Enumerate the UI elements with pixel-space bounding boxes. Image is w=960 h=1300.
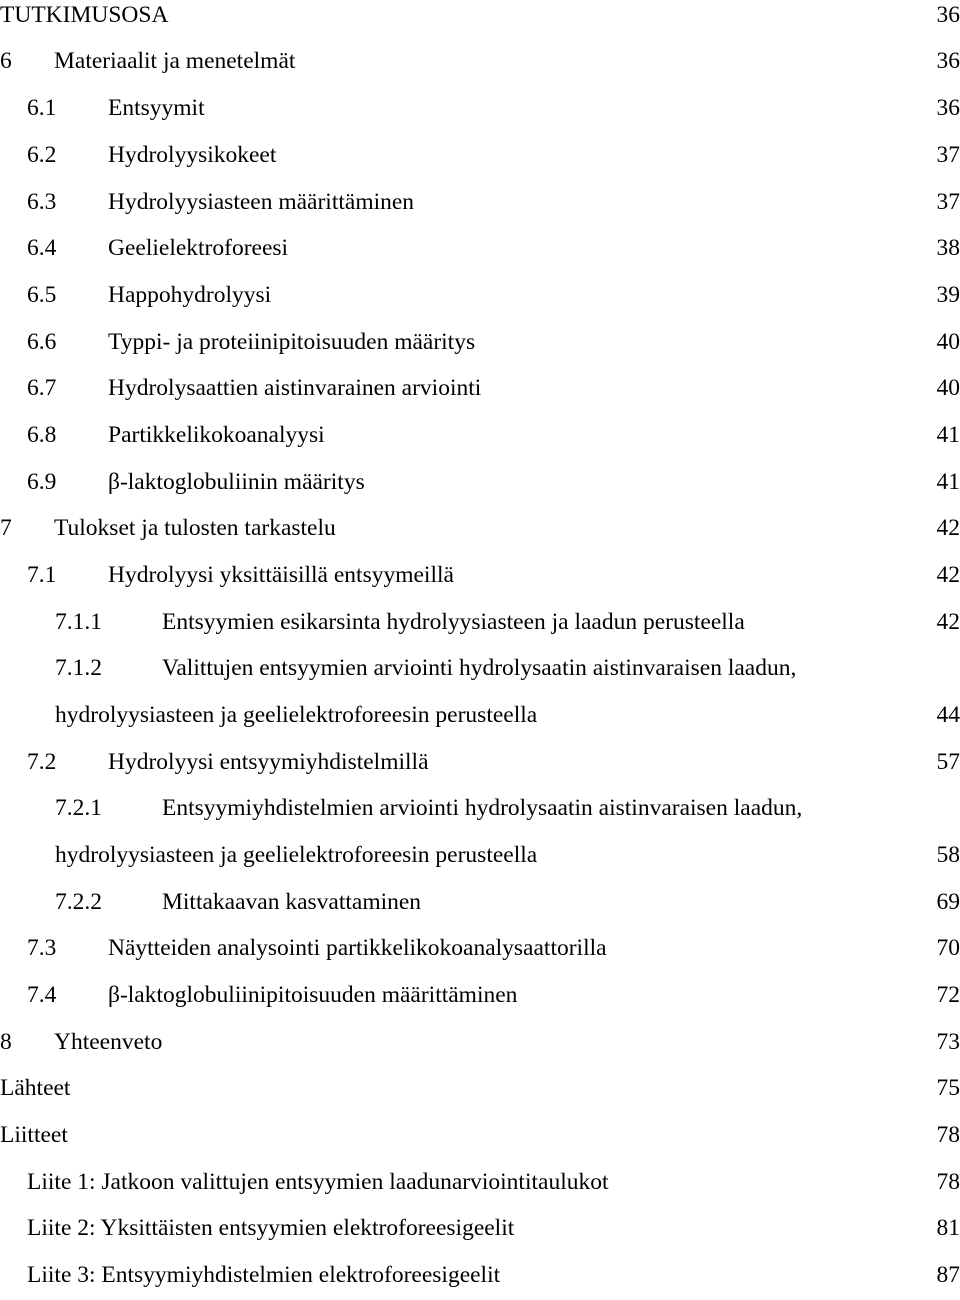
toc-entry-title: Entsyymit xyxy=(108,93,207,123)
toc-entry-title: TUTKIMUSOSA xyxy=(0,0,170,30)
toc-entry-page: 78 xyxy=(935,1167,960,1197)
toc-entry-page: 42 xyxy=(935,560,960,590)
toc-entry-title: Mittakaavan kasvattaminen xyxy=(162,887,423,917)
toc-entry-8[interactable] xyxy=(0,1027,960,1067)
toc-entry-7-1-2-continued[interactable] xyxy=(0,700,960,740)
toc-entry-page: 36 xyxy=(935,93,960,123)
toc-entry-page: 39 xyxy=(935,280,960,310)
toc-entry-7-2[interactable] xyxy=(0,747,960,787)
toc-entry-6-2[interactable] xyxy=(0,140,960,180)
toc-entry-page: 87 xyxy=(935,1260,960,1290)
toc-entry-title: Valittujen entsyymien arviointi hydrolysaatin aistinvaraisen laadun, xyxy=(162,653,796,683)
toc-entry-number: 7 xyxy=(0,513,12,543)
toc-entry-title: Hydrolysaattien aistinvarainen arviointi xyxy=(108,373,483,403)
toc-entry-number: 7.2 xyxy=(27,747,56,777)
toc-entry-page: 75 xyxy=(935,1073,960,1103)
toc-entry-title: Hydrolyysikokeet xyxy=(108,140,278,170)
toc-entry-title: Happohydrolyysi xyxy=(108,280,273,310)
toc-entry-number: 6.5 xyxy=(27,280,56,310)
toc-entry-title: β-laktoglobuliinin määritys xyxy=(108,467,367,497)
toc-entry-title: Entsyymien esikarsinta hydrolyysiasteen ja laadun perusteella xyxy=(162,607,747,637)
toc-entry-6[interactable] xyxy=(0,46,960,86)
toc-entry-page: 37 xyxy=(935,187,960,217)
toc-entry-title: Entsyymiyhdistelmien arviointi hydrolysaatin aistinvaraisen laadun, xyxy=(162,793,802,823)
toc-entry-6-6[interactable] xyxy=(0,327,960,367)
toc-entry-title: Materiaalit ja menetelmät xyxy=(54,46,297,76)
toc-entry-page: 73 xyxy=(935,1027,960,1057)
toc-entry-number: 6.6 xyxy=(27,327,56,357)
toc-entry-title: Typpi- ja proteiinipitoisuuden määritys xyxy=(108,327,477,357)
toc-entry-6-5[interactable] xyxy=(0,280,960,320)
toc-entry-title: Hydrolyysiasteen määrittäminen xyxy=(108,187,416,217)
toc-entry-title: hydrolyysiasteen ja geelielektroforeesin perusteella xyxy=(55,840,539,870)
toc-entry-page: 40 xyxy=(935,327,960,357)
toc-entry-number: 7.2.1 xyxy=(55,793,102,823)
toc-entry-number: 7.3 xyxy=(27,933,56,963)
toc-entry-title: hydrolyysiasteen ja geelielektroforeesin perusteella xyxy=(55,700,539,730)
toc-entry-page: 57 xyxy=(935,747,960,777)
toc-entry-number: 6.2 xyxy=(27,140,56,170)
toc-entry-7-1[interactable] xyxy=(0,560,960,600)
toc-entry-6-8[interactable] xyxy=(0,420,960,460)
toc-entry-7-2-2[interactable] xyxy=(0,887,960,927)
toc-entry-page: 38 xyxy=(935,233,960,263)
toc-entry-page: 41 xyxy=(935,467,960,497)
toc-entry-title: Liite 2: Yksittäisten entsyymien elektroforeesigeelit xyxy=(27,1213,516,1243)
toc-entry-number: 6.3 xyxy=(27,187,56,217)
toc-entry-liite-1[interactable] xyxy=(0,1167,960,1207)
toc-entry-title: Geelielektroforeesi xyxy=(108,233,290,263)
toc-entry-title: Partikkelikokoanalyysi xyxy=(108,420,327,450)
toc-entry-7-1-2[interactable] xyxy=(0,653,960,693)
toc-entry-title: Liite 1: Jatkoon valittujen entsyymien laadunarviointitaulukot xyxy=(27,1167,611,1197)
toc-entry-title: Näytteiden analysointi partikkelikokoanalysaattorilla xyxy=(108,933,609,963)
toc-entry-6-1[interactable] xyxy=(0,93,960,133)
toc-entry-page: 42 xyxy=(935,513,960,543)
toc-entry-page: 78 xyxy=(935,1120,960,1150)
toc-entry-liite-3[interactable] xyxy=(0,1260,960,1300)
toc-entry-7-3[interactable] xyxy=(0,933,960,973)
toc-entry-number: 6 xyxy=(0,46,12,76)
toc-entry-number: 6.9 xyxy=(27,467,56,497)
toc-entry-7-1-1[interactable] xyxy=(0,607,960,647)
toc-entry-7-2-1-continued[interactable] xyxy=(0,840,960,880)
toc-entry-title: Liitteet xyxy=(0,1120,70,1150)
toc-entry-page: 72 xyxy=(935,980,960,1010)
toc-entry-number: 7.1 xyxy=(27,560,56,590)
toc-entry-page: 41 xyxy=(935,420,960,450)
toc-entry-liitteet[interactable] xyxy=(0,1120,960,1160)
toc-entry-title: Yhteenveto xyxy=(54,1027,164,1057)
toc-entry-6-9[interactable] xyxy=(0,467,960,507)
toc-entry-tutkimusosa[interactable] xyxy=(0,0,960,40)
toc-entry-page: 69 xyxy=(935,887,960,917)
toc-entry-page: 37 xyxy=(935,140,960,170)
toc-entry-title: Hydrolyysi yksittäisillä entsyymeillä xyxy=(108,560,456,590)
toc-entry-number: 7.4 xyxy=(27,980,56,1010)
toc-entry-page: 36 xyxy=(935,0,960,30)
toc-entry-title: Lähteet xyxy=(0,1073,72,1103)
toc-entry-6-4[interactable] xyxy=(0,233,960,273)
toc-entry-lahteet[interactable] xyxy=(0,1073,960,1113)
toc-entry-title: Tulokset ja tulosten tarkastelu xyxy=(54,513,338,543)
toc-entry-title: β-laktoglobuliinipitoisuuden määrittäminen xyxy=(108,980,519,1010)
toc-entry-number: 6.4 xyxy=(27,233,56,263)
toc-entry-title: Liite 3: Entsyymiyhdistelmien elektroforeesigeelit xyxy=(27,1260,502,1290)
toc-entry-liite-2[interactable] xyxy=(0,1213,960,1253)
toc-entry-7-4[interactable] xyxy=(0,980,960,1020)
toc-entry-7[interactable] xyxy=(0,513,960,553)
toc-entry-page: 81 xyxy=(935,1213,960,1243)
toc-entry-7-2-1[interactable] xyxy=(0,793,960,833)
toc-entry-number: 7.2.2 xyxy=(55,887,102,917)
toc-entry-number: 6.1 xyxy=(27,93,56,123)
toc-entry-page: 40 xyxy=(935,373,960,403)
toc-entry-6-3[interactable] xyxy=(0,187,960,227)
toc-entry-page: 44 xyxy=(935,700,960,730)
toc-entry-page: 70 xyxy=(935,933,960,963)
toc-entry-number: 6.8 xyxy=(27,420,56,450)
toc-entry-6-7[interactable] xyxy=(0,373,960,413)
toc-entry-number: 7.1.2 xyxy=(55,653,102,683)
toc-entry-number: 7.1.1 xyxy=(55,607,102,637)
toc-entry-number: 6.7 xyxy=(27,373,56,403)
toc-entry-title: Hydrolyysi entsyymiyhdistelmillä xyxy=(108,747,431,777)
toc-entry-number: 8 xyxy=(0,1027,12,1057)
toc-entry-page: 42 xyxy=(935,607,960,637)
toc-entry-page: 36 xyxy=(935,46,960,76)
toc-entry-page: 58 xyxy=(935,840,960,870)
